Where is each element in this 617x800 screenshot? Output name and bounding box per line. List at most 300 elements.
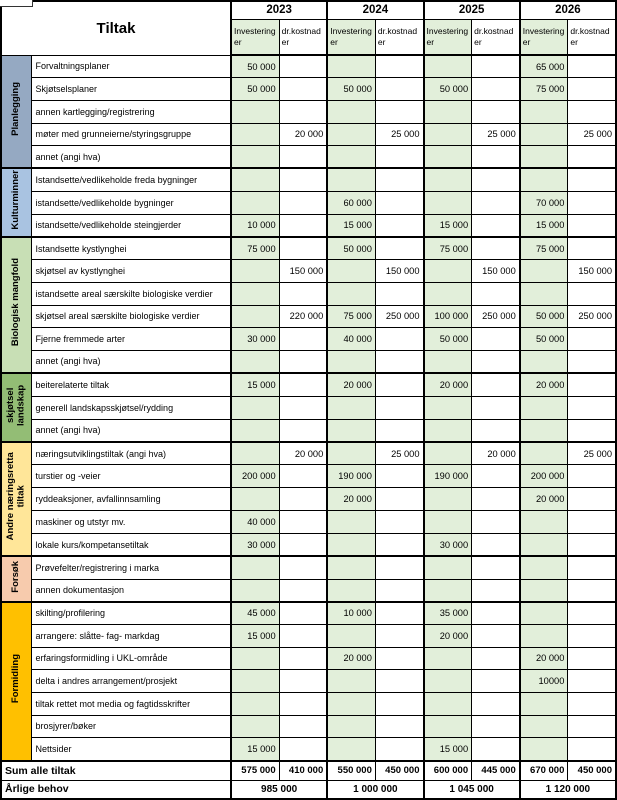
value-cell <box>327 146 375 169</box>
value-cell <box>424 260 472 283</box>
value-cell <box>375 647 423 670</box>
annual-need-value: 1 120 000 <box>520 781 616 799</box>
value-cell: 20 000 <box>520 488 568 511</box>
value-cell <box>424 579 472 602</box>
row-label: maskiner og utstyr mv. <box>31 511 231 534</box>
value-cell <box>568 465 616 488</box>
value-cell <box>231 692 279 715</box>
value-cell <box>231 579 279 602</box>
value-cell: 10 000 <box>327 602 375 625</box>
row-label: brosjyrer/bøker <box>31 715 231 738</box>
row-label: erfaringsformidling i UKL-område <box>31 647 231 670</box>
year-header-2024: 2024 <box>327 1 423 19</box>
row-label: annet (angi hva) <box>31 146 231 169</box>
table-row <box>1 419 616 442</box>
value-cell <box>327 350 375 373</box>
value-cell: 150 000 <box>472 260 520 283</box>
value-cell <box>279 237 327 260</box>
row-label: istandsette/vedlikeholde bygninger <box>31 191 231 214</box>
value-cell <box>375 488 423 511</box>
value-cell <box>375 282 423 305</box>
value-cell <box>279 55 327 78</box>
value-cell: 190 000 <box>327 465 375 488</box>
value-cell <box>327 738 375 761</box>
value-cell <box>375 670 423 693</box>
value-cell <box>472 670 520 693</box>
value-cell <box>327 55 375 78</box>
value-cell <box>279 282 327 305</box>
value-cell <box>520 260 568 283</box>
value-cell <box>279 488 327 511</box>
top-left-cell-sliver <box>0 0 33 7</box>
value-cell <box>375 511 423 534</box>
table-row <box>1 624 616 647</box>
col-header-drift-2025: dr.kostnader <box>472 19 520 55</box>
value-cell <box>375 738 423 761</box>
table-row <box>1 647 616 670</box>
table-row <box>1 670 616 693</box>
row-label: delta i andres arrangement/prosjekt <box>31 670 231 693</box>
table-row <box>1 488 616 511</box>
category-cell-kulturminner <box>1 168 31 237</box>
value-cell: 20 000 <box>327 488 375 511</box>
value-cell <box>231 146 279 169</box>
value-cell <box>424 168 472 191</box>
value-cell: 75 000 <box>424 237 472 260</box>
value-cell: 75 000 <box>520 78 568 101</box>
value-cell <box>279 738 327 761</box>
sum-value: 445 000 <box>472 761 520 781</box>
value-cell <box>279 692 327 715</box>
category-cell-planlegging <box>1 55 31 168</box>
table-row <box>1 396 616 419</box>
value-cell <box>327 624 375 647</box>
table-row <box>1 191 616 214</box>
value-cell <box>472 282 520 305</box>
category-cell-skjotsel-landskap <box>1 373 31 442</box>
table-row <box>1 579 616 602</box>
value-cell <box>375 602 423 625</box>
row-label: generell landskapsskjøtsel/rydding <box>31 396 231 419</box>
value-cell: 20 000 <box>327 373 375 396</box>
category-cell-andre-naeringsretta-tiltak <box>1 442 31 556</box>
value-cell <box>279 214 327 237</box>
value-cell <box>568 511 616 534</box>
value-cell <box>375 328 423 351</box>
value-cell <box>568 647 616 670</box>
value-cell <box>375 465 423 488</box>
row-label: arrangere: slåtte- fag- markdag <box>31 624 231 647</box>
category-label: skjøtsel landskap <box>4 384 27 426</box>
value-cell <box>568 738 616 761</box>
value-cell <box>520 146 568 169</box>
value-cell <box>424 55 472 78</box>
value-cell <box>375 55 423 78</box>
value-cell <box>472 647 520 670</box>
value-cell: 100 000 <box>424 305 472 328</box>
value-cell <box>520 738 568 761</box>
col-header-drift-2024: dr.kostnader <box>375 19 423 55</box>
value-cell <box>568 602 616 625</box>
value-cell <box>327 692 375 715</box>
value-cell <box>231 260 279 283</box>
value-cell: 50 000 <box>327 78 375 101</box>
value-cell: 35 000 <box>424 602 472 625</box>
value-cell: 200 000 <box>520 465 568 488</box>
value-cell: 25 000 <box>472 123 520 146</box>
category-label: Biologisk mangfold <box>9 258 21 347</box>
category-cell-formidling <box>1 602 31 761</box>
value-cell <box>472 55 520 78</box>
row-label: møter med grunneierne/styringsgruppe <box>31 123 231 146</box>
row-label: beiterelaterte tiltak <box>31 373 231 396</box>
table-row <box>1 100 616 123</box>
value-cell <box>231 191 279 214</box>
value-cell <box>568 328 616 351</box>
sum-row-label: Sum alle tiltak <box>1 761 231 781</box>
value-cell: 30 000 <box>424 534 472 557</box>
table-row <box>1 556 616 579</box>
value-cell <box>231 488 279 511</box>
value-cell <box>472 624 520 647</box>
value-cell <box>520 511 568 534</box>
value-cell <box>568 556 616 579</box>
table-row <box>1 237 616 260</box>
table-row <box>1 373 616 396</box>
value-cell: 65 000 <box>520 55 568 78</box>
year-header-2023: 2023 <box>231 1 327 19</box>
row-label: annet (angi hva) <box>31 350 231 373</box>
value-cell <box>327 579 375 602</box>
value-cell <box>424 692 472 715</box>
value-cell: 50 000 <box>231 78 279 101</box>
value-cell: 10 000 <box>231 214 279 237</box>
value-cell <box>279 556 327 579</box>
value-cell <box>568 624 616 647</box>
category-label: Planlegging <box>9 82 21 136</box>
sum-value: 550 000 <box>327 761 375 781</box>
value-cell <box>520 556 568 579</box>
value-cell: 150 000 <box>375 260 423 283</box>
row-label: Forvaltningsplaner <box>31 55 231 78</box>
value-cell <box>375 692 423 715</box>
value-cell <box>279 328 327 351</box>
value-cell: 150 000 <box>568 260 616 283</box>
row-label: Prøvefelter/registrering i marka <box>31 556 231 579</box>
value-cell <box>231 670 279 693</box>
value-cell: 60 000 <box>327 191 375 214</box>
value-cell <box>568 579 616 602</box>
value-cell <box>568 237 616 260</box>
value-cell <box>568 168 616 191</box>
sum-value: 670 000 <box>520 761 568 781</box>
value-cell <box>568 100 616 123</box>
value-cell <box>279 602 327 625</box>
value-cell <box>231 647 279 670</box>
value-cell <box>472 78 520 101</box>
value-cell <box>327 123 375 146</box>
value-cell <box>472 100 520 123</box>
value-cell <box>520 602 568 625</box>
value-cell <box>375 396 423 419</box>
value-cell <box>424 488 472 511</box>
value-cell <box>472 237 520 260</box>
value-cell <box>424 670 472 693</box>
value-cell: 15 000 <box>424 214 472 237</box>
value-cell <box>279 146 327 169</box>
value-cell <box>375 100 423 123</box>
category-label: Andre næringsretta tiltak <box>4 452 27 541</box>
value-cell: 15 000 <box>231 624 279 647</box>
value-cell <box>568 488 616 511</box>
annual-need-label: Årlige behov <box>1 781 231 799</box>
value-cell <box>231 168 279 191</box>
col-header-invest-2026: Investeringer <box>520 19 568 55</box>
table-row <box>1 602 616 625</box>
value-cell <box>231 123 279 146</box>
value-cell <box>231 305 279 328</box>
value-cell <box>520 396 568 419</box>
col-header-drift-2023: dr.kostnader <box>279 19 327 55</box>
value-cell <box>472 715 520 738</box>
value-cell: 15 000 <box>327 214 375 237</box>
table-row <box>1 465 616 488</box>
value-cell <box>424 511 472 534</box>
value-cell <box>568 55 616 78</box>
value-cell: 75 000 <box>327 305 375 328</box>
value-cell <box>472 214 520 237</box>
row-label: næringsutviklingstiltak (angi hva) <box>31 442 231 465</box>
value-cell: 20 000 <box>279 123 327 146</box>
sum-value: 450 000 <box>375 761 423 781</box>
value-cell <box>424 123 472 146</box>
row-label: istandsette/vedlikeholde steingjerder <box>31 214 231 237</box>
value-cell <box>472 602 520 625</box>
value-cell <box>327 511 375 534</box>
value-cell: 30 000 <box>231 328 279 351</box>
value-cell: 45 000 <box>231 602 279 625</box>
table-row <box>1 282 616 305</box>
value-cell <box>279 350 327 373</box>
value-cell <box>375 78 423 101</box>
value-cell <box>327 442 375 465</box>
value-cell: 50 000 <box>424 78 472 101</box>
table-row <box>1 534 616 557</box>
table-row <box>1 146 616 169</box>
row-label: Istandsette kystlynghei <box>31 237 231 260</box>
value-cell <box>327 396 375 419</box>
value-cell <box>424 556 472 579</box>
value-cell <box>520 123 568 146</box>
value-cell: 20 000 <box>327 647 375 670</box>
value-cell: 20 000 <box>520 647 568 670</box>
value-cell <box>568 373 616 396</box>
value-cell <box>279 191 327 214</box>
row-label: Nettsider <box>31 738 231 761</box>
value-cell <box>472 692 520 715</box>
value-cell <box>472 534 520 557</box>
value-cell <box>472 556 520 579</box>
table-row <box>1 214 616 237</box>
value-cell <box>279 670 327 693</box>
table-row <box>1 78 616 101</box>
value-cell <box>375 168 423 191</box>
value-cell <box>568 78 616 101</box>
col-header-invest-2023: Investeringer <box>231 19 279 55</box>
row-label: lokale kurs/kompetansetiltak <box>31 534 231 557</box>
row-label: tiltak rettet mot media og fagtidsskrifter <box>31 692 231 715</box>
value-cell <box>568 419 616 442</box>
value-cell <box>424 191 472 214</box>
value-cell <box>424 396 472 419</box>
value-cell: 50 000 <box>520 305 568 328</box>
value-cell <box>327 556 375 579</box>
value-cell <box>231 556 279 579</box>
value-cell <box>375 350 423 373</box>
value-cell: 75 000 <box>231 237 279 260</box>
value-cell <box>279 534 327 557</box>
value-cell <box>327 168 375 191</box>
value-cell <box>327 100 375 123</box>
table-row <box>1 328 616 351</box>
value-cell: 20 000 <box>424 624 472 647</box>
value-cell <box>568 692 616 715</box>
table-row <box>1 442 616 465</box>
col-header-drift-2026: dr.kostnader <box>568 19 616 55</box>
value-cell: 25 000 <box>568 442 616 465</box>
year-header-row <box>1 1 616 19</box>
table-row <box>1 123 616 146</box>
year-header-2026: 2026 <box>520 1 616 19</box>
value-cell: 40 000 <box>231 511 279 534</box>
value-cell <box>520 419 568 442</box>
row-label: annen dokumentasjon <box>31 579 231 602</box>
value-cell <box>375 579 423 602</box>
table-title: Tiltak <box>1 1 231 55</box>
value-cell <box>279 511 327 534</box>
value-cell <box>279 624 327 647</box>
value-cell <box>520 282 568 305</box>
value-cell <box>231 282 279 305</box>
value-cell <box>424 715 472 738</box>
row-label: Fjerne fremmede arter <box>31 328 231 351</box>
annual-need-value: 1 045 000 <box>424 781 520 799</box>
value-cell <box>231 100 279 123</box>
value-cell <box>568 214 616 237</box>
value-cell: 190 000 <box>424 465 472 488</box>
value-cell <box>231 442 279 465</box>
value-cell <box>375 419 423 442</box>
annual-need-value: 985 000 <box>231 781 327 799</box>
row-label: skjøtsel av kystlynghei <box>31 260 231 283</box>
value-cell <box>520 100 568 123</box>
value-cell: 15 000 <box>424 738 472 761</box>
value-cell: 250 000 <box>472 305 520 328</box>
value-cell <box>375 556 423 579</box>
value-cell <box>424 100 472 123</box>
value-cell <box>472 350 520 373</box>
row-label: istandsette areal særskilte biologiske verdier <box>31 282 231 305</box>
value-cell <box>424 282 472 305</box>
value-cell: 220 000 <box>279 305 327 328</box>
value-cell <box>375 624 423 647</box>
sum-value: 450 000 <box>568 761 616 781</box>
row-label: annet (angi hva) <box>31 419 231 442</box>
value-cell <box>472 146 520 169</box>
value-cell <box>472 465 520 488</box>
value-cell <box>279 715 327 738</box>
value-cell <box>279 465 327 488</box>
category-cell-biologisk-mangfold <box>1 237 31 373</box>
value-cell <box>568 670 616 693</box>
value-cell <box>472 419 520 442</box>
value-cell <box>375 373 423 396</box>
table-row <box>1 55 616 78</box>
table-row <box>1 692 616 715</box>
value-cell: 50 000 <box>327 237 375 260</box>
value-cell: 150 000 <box>279 260 327 283</box>
sum-value: 575 000 <box>231 761 279 781</box>
value-cell: 50 000 <box>424 328 472 351</box>
value-cell: 20 000 <box>279 442 327 465</box>
value-cell: 25 000 <box>375 442 423 465</box>
value-cell: 20 000 <box>424 373 472 396</box>
table-row <box>1 511 616 534</box>
annual-need-value: 1 000 000 <box>327 781 423 799</box>
table-row <box>1 738 616 761</box>
table-row <box>1 260 616 283</box>
value-cell <box>424 146 472 169</box>
value-cell <box>472 511 520 534</box>
annual-need-row <box>1 781 616 799</box>
value-cell <box>327 670 375 693</box>
category-label: Forsøk <box>9 560 21 593</box>
value-cell <box>375 237 423 260</box>
value-cell <box>568 715 616 738</box>
value-cell <box>424 647 472 670</box>
value-cell <box>231 419 279 442</box>
row-label: skilting/profilering <box>31 602 231 625</box>
row-label: annen kartlegging/registrering <box>31 100 231 123</box>
value-cell <box>568 396 616 419</box>
value-cell <box>520 168 568 191</box>
value-cell <box>231 350 279 373</box>
value-cell <box>279 396 327 419</box>
value-cell <box>568 282 616 305</box>
value-cell <box>279 373 327 396</box>
value-cell <box>568 191 616 214</box>
value-cell <box>520 534 568 557</box>
row-label: skjøtsel areal særskilte biologiske verdier <box>31 305 231 328</box>
value-cell <box>279 579 327 602</box>
value-cell <box>568 534 616 557</box>
value-cell: 50 000 <box>231 55 279 78</box>
value-cell <box>279 419 327 442</box>
value-cell: 15 000 <box>231 738 279 761</box>
col-header-invest-2025: Investeringer <box>424 19 472 55</box>
value-cell <box>327 282 375 305</box>
value-cell <box>231 396 279 419</box>
value-cell <box>231 715 279 738</box>
table-row <box>1 305 616 328</box>
value-cell <box>375 214 423 237</box>
row-label: turstier og -veier <box>31 465 231 488</box>
value-cell <box>472 191 520 214</box>
table-body <box>1 55 616 761</box>
value-cell: 20 000 <box>520 373 568 396</box>
value-cell: 15 000 <box>520 214 568 237</box>
row-label: Istandsette/vedlikeholde freda bygninger <box>31 168 231 191</box>
